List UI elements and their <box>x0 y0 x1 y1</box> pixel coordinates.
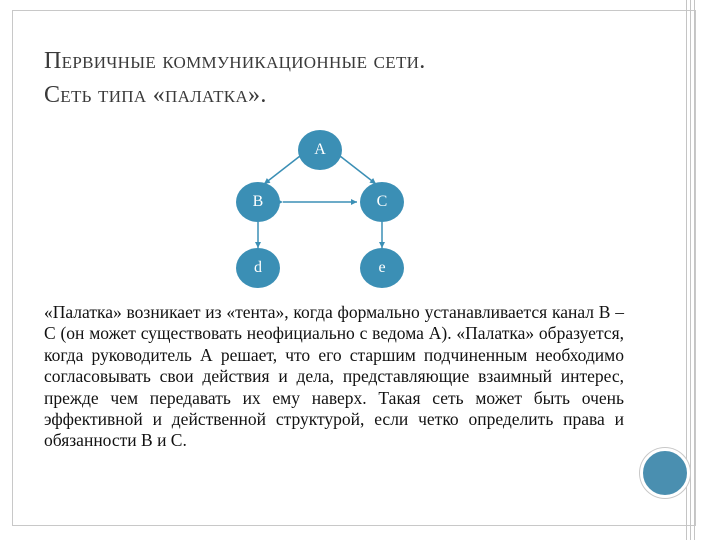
node-e: e <box>360 248 404 288</box>
title-line-2: Сеть типа «палатка». <box>44 82 267 108</box>
edge-a-c <box>340 156 376 184</box>
node-a: A <box>298 130 342 170</box>
decorative-rail <box>684 0 708 540</box>
edge-a-b <box>264 156 300 184</box>
accent-circle <box>640 448 690 498</box>
node-c: C <box>360 182 404 222</box>
node-d: d <box>236 248 280 288</box>
body-paragraph: «Палатка» возникает из «тента», когда формально устанавливается канал В – С (он может существовать неофициально с ведома А). «Палатка» образуется, когда руководитель А решает, что его старшим подчиненным необходимо согласовывать свои действия и дела, представляющие взаимный интерес, прежде чем передавать их ему наверх. Такая сеть может быть очень эффективной и действенной структурой, если четко определить права и обязанности В и С. <box>44 302 624 451</box>
slide-title <box>44 44 644 112</box>
title-line-1: Первичные коммуникационные сети. <box>44 48 426 74</box>
network-diagram <box>220 120 420 290</box>
node-b: B <box>236 182 280 222</box>
